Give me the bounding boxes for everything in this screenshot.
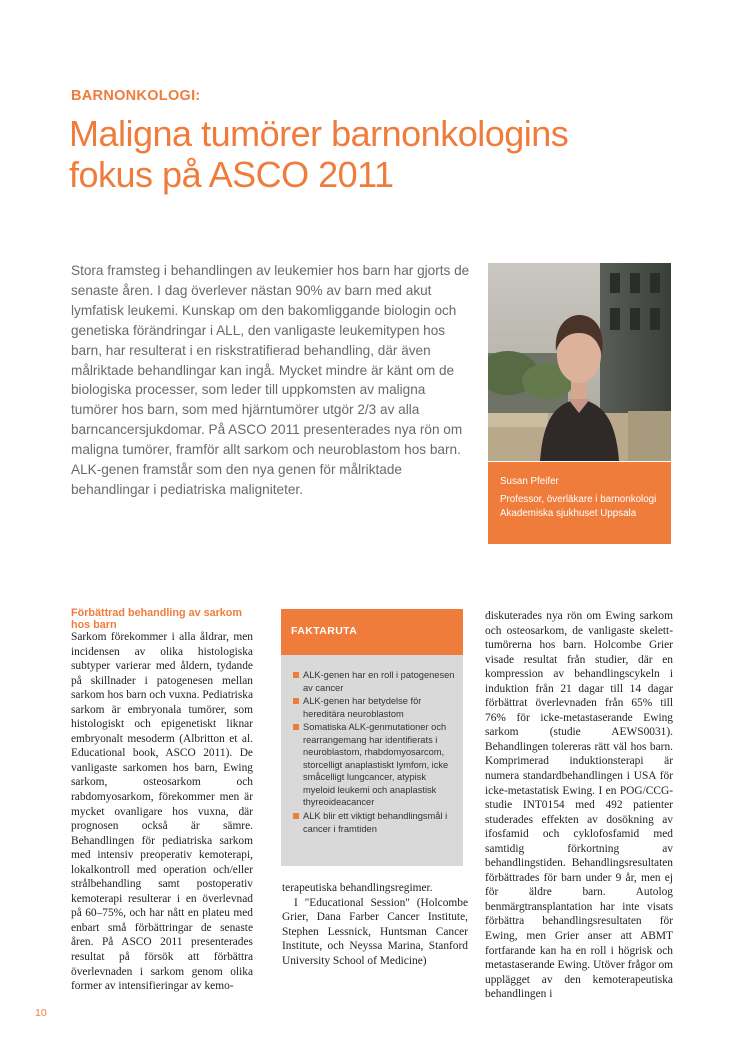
faktaruta-item: ALK-genen har en roll i patogenesen av cancer bbox=[293, 669, 459, 694]
faktaruta-box bbox=[281, 655, 463, 866]
article-column-3 bbox=[485, 609, 673, 1002]
article-column-2 bbox=[282, 881, 468, 968]
page-title: Maligna tumörer barnonkologins fokus på ASCO 2011 bbox=[69, 113, 569, 195]
faktaruta-header bbox=[281, 609, 463, 655]
photo-caption bbox=[488, 462, 671, 544]
square-bullet-icon bbox=[293, 672, 299, 678]
faktaruta-item: Somatiska ALK-genmutationer och rearrangemang har identifierats i neuroblastom, rhabdomyosarcom, storcelligt anaplastiskt lymfom, icke småcelligt lungcancer, atypisk myeloid leukemi och anaplastisk thyreoideacancer bbox=[293, 721, 459, 809]
column-1-text: Sarkom förekommer i alla åldrar, men incidensen av olika histologiska subtyper varierar med åldern, tydande på skillnader i patogenesen mellan sarkom hos barn och vuxna. Pediatriska sarkom är embryonala tumörer, som histologiskt och epigenetiskt liknar embryonalt mesoderm (Albritton et al. Educational book, ASCO 2011). De vanligaste sarkomen hos barn, Ewing sarkom, osteosarkom och rabdomyosarkom, förekommer men är mycket ovanligare hos vuxna, där prognosen också är sämre. Behandlingen för pediatriska sarkom med intensiv preoperativ kemoterapi, lokalkontroll med operation och/eller strålbehandling samt postoperativ kemoterapi resulterar i en överlevnad på 60–75%, och har nått en plateu med enbart små förbättringar de senaste åren. På ASCO 2011 presenterades resultat på försök att förbättra överlevnaden i sarkom genom olika former av intensifieringar av kemo- bbox=[71, 631, 253, 993]
caption-role: Professor, överläkare i barnonkologi Akademiska sjukhuset Uppsala bbox=[500, 494, 657, 519]
faktaruta-item: ALK blir ett viktigt behandlingsmål i cancer i framtiden bbox=[293, 810, 459, 835]
square-bullet-icon bbox=[293, 813, 299, 819]
faktaruta-item: ALK-genen har betydelse för hereditära neuroblastom bbox=[293, 695, 459, 720]
faktaruta-list bbox=[293, 669, 459, 836]
faktaruta-title: FAKTARUTA bbox=[291, 625, 358, 637]
column-3-text: diskuterades nya rön om Ewing sarkom och osteosarkom, de vanligaste skelett-tumörerna hos barn. Holcombe Grier visade resultat från studier, där en kompression av behandlingscykeln i induktion från 21 dagar till 14 dagar förbättrat överlevnaden från 65% till 76% för icke-metastaserande Ewing sarkom (studie AEWS0031). Behandlingen tolereras rätt väl hos barn. Komprimerad induktionsterapi är numera standardbehandlingen i USA för icke-metastatisk Ewing. I en POG/CCG-studie INT0154 med 492 patienter studerades effekten av dosökning av ifosfamid och cyklofosfamid med samtidig förkortning av behandlingstiden. Behandlingsresultaten förbättrades för barn under 9 år, men ej för äldre barn. Autolog benmärgtransplantation har inte visats förbättra behandlingsresultaten för Ewing, men Grier anser att ABMT fortfarande kan ha en roll i högrisk och metastaserande Ewing. Utöver frågor om upplägget av den kemoterapeutiska behandlingen i bbox=[485, 610, 673, 1001]
portrait-photo bbox=[488, 263, 671, 461]
column-2-text-2: I "Educational Session" (Holcombe Grier, Dana Farber Cancer Institute, Stephen Lessnick, Huntsman Cancer Institute, och Neyssa Marina, Stanford University School of Medicine) bbox=[282, 896, 468, 967]
caption-name: Susan Pfeifer bbox=[500, 476, 559, 487]
square-bullet-icon bbox=[293, 724, 299, 730]
square-bullet-icon bbox=[293, 698, 299, 704]
article-column-1 bbox=[71, 630, 253, 994]
article-subheading: Förbättrad behandling av sarkom hos barn bbox=[71, 607, 242, 631]
section-kicker: BARNONKOLOGI: bbox=[71, 88, 201, 104]
intro-paragraph: Stora framsteg i behandlingen av leukemier hos barn har gjorts de senaste åren. I dag överlever nästan 90% av barn med akut lymfatisk leukemi. Kunskap om den bakomliggande biologin och genetiska förändringar i ALL, den vanligaste leukemitypen hos barn, har resulterat i en riskstratifierad behandling, där även målriktade behandlingar kan ingå. Mycket mindre är känt om de biologiska processer, som leder till uppkomsten av maligna tumörer hos barn, som med hjärntumörer utgör 2/3 av alla barncancersjukdomar. På ASCO 2011 presenterades nya rön om maligna tumörer, framför allt sarkom och neuroblastom hos barn. ALK-genen framstår som den nya genen för målriktade behandlingar i pediatriska maligniteter. bbox=[71, 263, 470, 497]
page-number: 10 bbox=[35, 1007, 47, 1019]
column-2-text-1: terapeutiska behandlingsregimer. bbox=[282, 882, 433, 894]
